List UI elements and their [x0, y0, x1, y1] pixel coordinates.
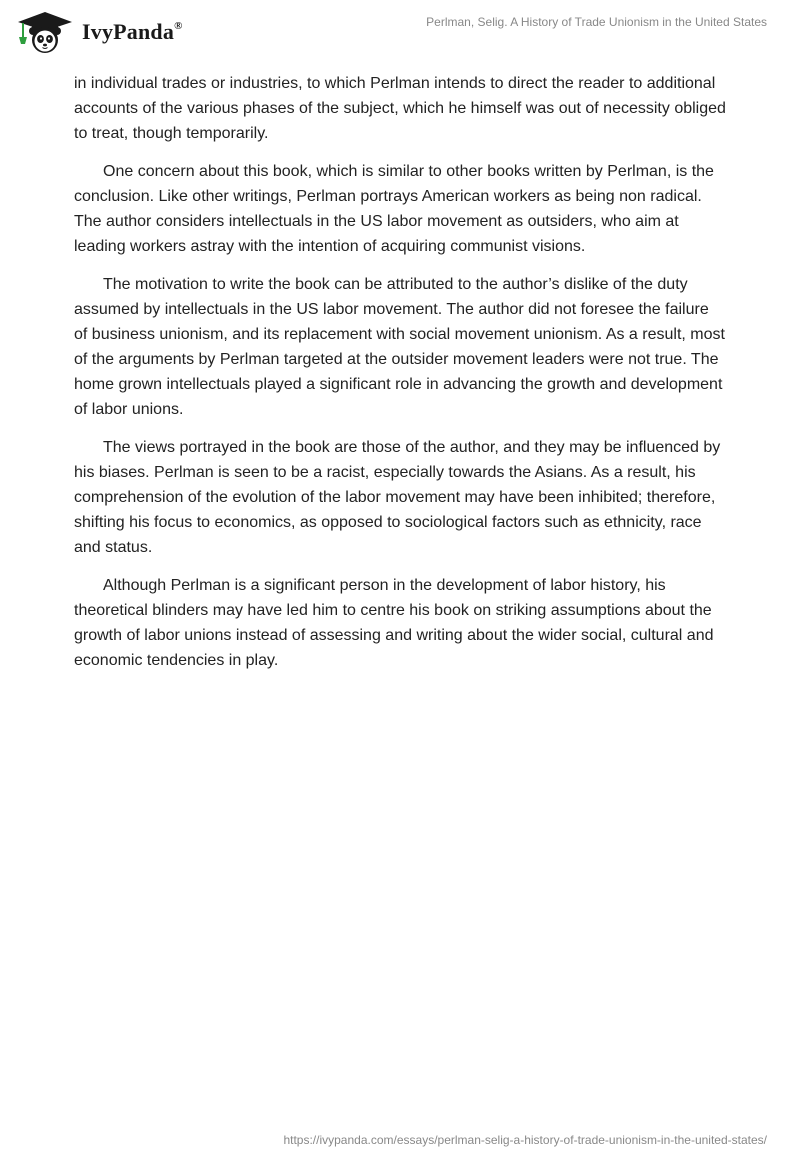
source-url-link[interactable]: https://ivypanda.com/essays/perlman-selig-a-history-of-trade-unionism-in-the-united-states/ [283, 1133, 767, 1147]
panda-graduate-icon [14, 10, 76, 54]
paragraph-continued: in individual trades or industries, to which Perlman intends to direct the reader to additional accounts of the various phases of the subject, which he himself was out of necessity obliged to treat, though temporarily. [74, 75, 726, 142]
paragraph: Although Perlman is a significant person in the development of labor history, his theoretical blinders may have led him to centre his book on striking assumptions about the growth of labor unions instead of assessing and writing about the wider social, cultural and economic tendencies in play. [74, 577, 714, 669]
logo-name: IvyPanda [82, 19, 175, 44]
paragraph: The motivation to write the book can be attributed to the author’s dislike of the duty assumed by intellectuals in the US labor movement. The author did not foresee the failure of business unionism, and its replacement with social movement unionism. As a result, most of the arguments by Perlman targeted at the outsider movement leaders were not true. The home grown intellectuals played a significant role in advancing the growth and development of labor unions. [74, 276, 725, 418]
logo-wordmark [82, 19, 183, 45]
paragraph: One concern about this book, which is similar to other books written by Perlman, is the conclusion. Like other writings, Perlman portrays American workers as being non radical. The author considers intellectuals in the US labor movement as outsiders, who aim at leading workers astray with the intention of acquiring communist visions. [74, 163, 714, 255]
document-title: Perlman, Selig. A History of Trade Unionism in the United States [426, 15, 767, 29]
paragraph: The views portrayed in the book are those of the author, and they may be influenced by his biases. Perlman is seen to be a racist, especially towards the Asians. As a result, his comprehension of the evolution of the labor movement may have been inhibited; therefore, shifting his focus to economics, as opposed to sociological factors such as ethnicity, race and status. [74, 439, 721, 556]
registered-mark: ® [174, 19, 183, 32]
site-logo[interactable] [14, 10, 183, 54]
essay-body [74, 71, 726, 686]
